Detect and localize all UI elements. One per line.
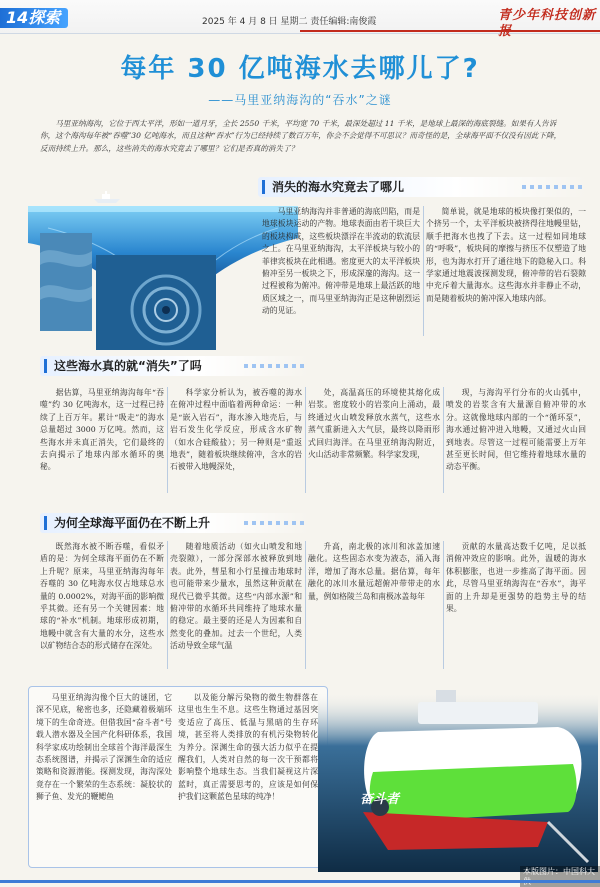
intro-paragraph: 马里亚纳海沟，它位于西太平洋，形如一道月牙，全长 2550 千米，平均宽 70 千米，最深处超过 11 千米，是地球上最深的海底裂缝。如果有人告诉你，这个海沟每年被“吞噬”30 亿吨海水，而且这种“吞水”行为已经持续了数百万年，你会不会觉得不可思议？而奇怪的是，全球海平面不仅没有因此下降，反而持续上升。那么，这些消失的海水究竟去了哪里？它们是否真的消失了？ [40,119,562,153]
submersible-name: 奋斗者 [360,792,400,807]
section-title: 这些海水真的就“消失”了吗 [54,359,202,373]
box-column-1: 马里亚纳海沟像个巨大的谜团，它深不见底，秘密也多，还隐藏着极端环境下的生命奇迹。但借我国“奋斗者”号载人潜水器及全国产化科研体系，我国科学家成功绘制出全球首个海洋最深生态系统图谱，并揭示了深渊生命的适应策略和资源潜能。探测发现，海沟深处竟存在一个繁荣的生态系统：凝胶状的狮子鱼、发光的鞭鳃鱼 [36,693,172,802]
column-divider [167,387,168,493]
column-divider [423,206,424,336]
column-divider [305,387,306,493]
ocean-swirl-photo [40,233,92,331]
subheadline: ——马里亚纳海沟的“吞水”之谜 [208,93,392,107]
section2-column-1: 据估算，马里亚纳海沟每年“吞噬”约 30 亿吨海水，这一过程已持续了上百万年。累计“吸走”的海水总量超过 3000 万亿吨。然而，这些海水并未真正消失，它们最终的去向揭示了地球内部水循环的奥秘。 [40,388,164,472]
section-header-1 [258,177,588,197]
section2-column-4: 现，与海沟平行分布的火山弧中，喷发的岩浆含有大量源自俯冲带的水分。这就像地球内部的一个“循环泵”，海水通过俯冲进入地幔，又通过火山回到地表。尽管这一过程可能需要上万年甚至更长时间，但它维持着地球水量的动态平衡。 [446,388,586,472]
section-title: 消失的海水究竟去了哪儿 [272,180,405,194]
page-tag: 14探索 [0,8,68,28]
column-divider [443,541,444,669]
section3-column-1: 既然海水被不断吞噬，看似矛盾的是：为何全球海平面仍在不断上升呢？原来，马里亚纳海沟每年吞噬的 30 亿吨海水仅占地球总水量的 0.0002%，对海平面的影响微乎其微。还有另一个关键因素：地球的“补水”机制。地球形成初期，地幔中就含有大量的水分，这些水以矿物结合态的形式储存在深处。 [40,542,164,651]
section3-column-4: 贡献的水量高达数千亿吨，足以抵消俯冲效应的影响。此外，温暖的海水体积膨胀，也进一步推高了海平面。因此，尽管马里亚纳海沟在“吞水”，海平面的上升却是更强势的趋势主导的结果。 [446,542,586,614]
section3-column-2: 随着地质活动（如火山喷发和地壳裂隙），一部分深部水被释放到地表。此外，彗星和小行星撞击地球时也可能带来少量水，虽然这种贡献在现代已微乎其微。这些“内部水源”和俯冲带的水循环共同维持了地球水量的稳定。最主要的还是人为因素和自然变化的叠加。过去一个世纪，人类活动导致全球气温 [170,542,302,651]
whirlpool-photo [96,255,216,350]
section-marker [44,359,47,373]
brand-rule [300,30,600,32]
newspaper-brand: 青少年科技创新 [498,8,597,23]
section-marker [44,516,47,530]
section-dots [244,521,304,525]
section-marker [262,180,265,194]
footer-rule [0,880,600,883]
section-header-2 [40,356,310,376]
photo-credit: 本版图片：中国科大 [520,866,600,887]
section-dots [244,364,304,368]
section2-column-3: 处，高温高压的环境使其熔化成岩浆。密度较小的岩浆向上涌动，最终通过火山喷发释放水蒸气，这些水蒸气重新进入大气层，最终以降雨形式回归海洋。在马里亚纳海沟附近，火山活动非常频繁。科学家发现， [308,388,440,460]
section-dots [522,185,582,189]
section-header-3 [40,513,310,533]
box-column-2: 以及能分解污染物的微生物群落在这里也生生不息。这些生物通过基因突变适应了高压、低温与黑暗的生存环境，甚至将人类排放的有机污染物转化为养分。深渊生命的强大活力似乎在提醒我们，人类对自然的每一次干预都将影响整个地球生态。当我们凝视这片深蓝时，真正需要思考的，应该是如何保护我们这颗蓝色星球的纯净！ [178,693,318,802]
column-divider [443,387,444,493]
section1-column-1: 马里亚纳海沟并非普通的海底凹陷，而是地球板块运动的产物。地球表面由若干块巨大的板块构成，这些板块漂浮在半流动的软流层之上。在马里亚纳海沟，太平洋板块与较小的菲律宾板块在此相遇。密度更大的太平洋板块俯冲至另一板块之下，形成深邃的海沟。这一过程被称为俯冲。俯冲带是地球上最活跃的地质区域之一，而马里亚纳海沟正是这种剧烈运动的见证。 [262,207,420,316]
section-title: 为何全球海平面仍在不断上升 [54,516,211,530]
submersible-photo [318,672,598,872]
ship-icon [92,190,122,204]
headline: 每年 30 亿吨海水去哪儿了? [120,54,480,84]
section1-column-2: 简单说，就是地球的板块像打架似的，一个挤另一个，太平洋板块被挤得往地幔里钻，顺手把海水也拽了下去。这一过程如同地球的“呼吸”，板块间的摩擦与挤压不仅塑造了地形，也为海水打开了通往地下的隐秘入口。科学家通过地震波探测发现，俯冲带的岩石裂隙中充斥着大量海水。这些海水并非静止不动，而是随着板块的俯冲深入地球内部。 [426,207,586,303]
column-divider [167,541,168,669]
issue-meta: 2025 年 4 月 8 日 星期二 责任编辑:南俊霞 [202,17,377,27]
section3-column-3: 升高，南北极的冰川和冰盖加速融化。这些固态水变为液态，涌入海洋，增加了海水总量。据估算，每年融化的冰川水量远超俯冲带带走的水量，例如格陵兰岛和南极冰盖每年 [308,542,440,601]
column-divider [305,541,306,669]
section2-column-2: 科学家分析认为，被吞噬的海水在俯冲过程中面临着两种命运：一种是“嵌入岩石”，海水渗入地壳后，与岩石发生化学反应，形成含水矿物（如水合硅酸盐）；另一种则是“重返地表”，随着板块继续俯冲，含水的岩石被带入地幔深处， [170,388,302,472]
